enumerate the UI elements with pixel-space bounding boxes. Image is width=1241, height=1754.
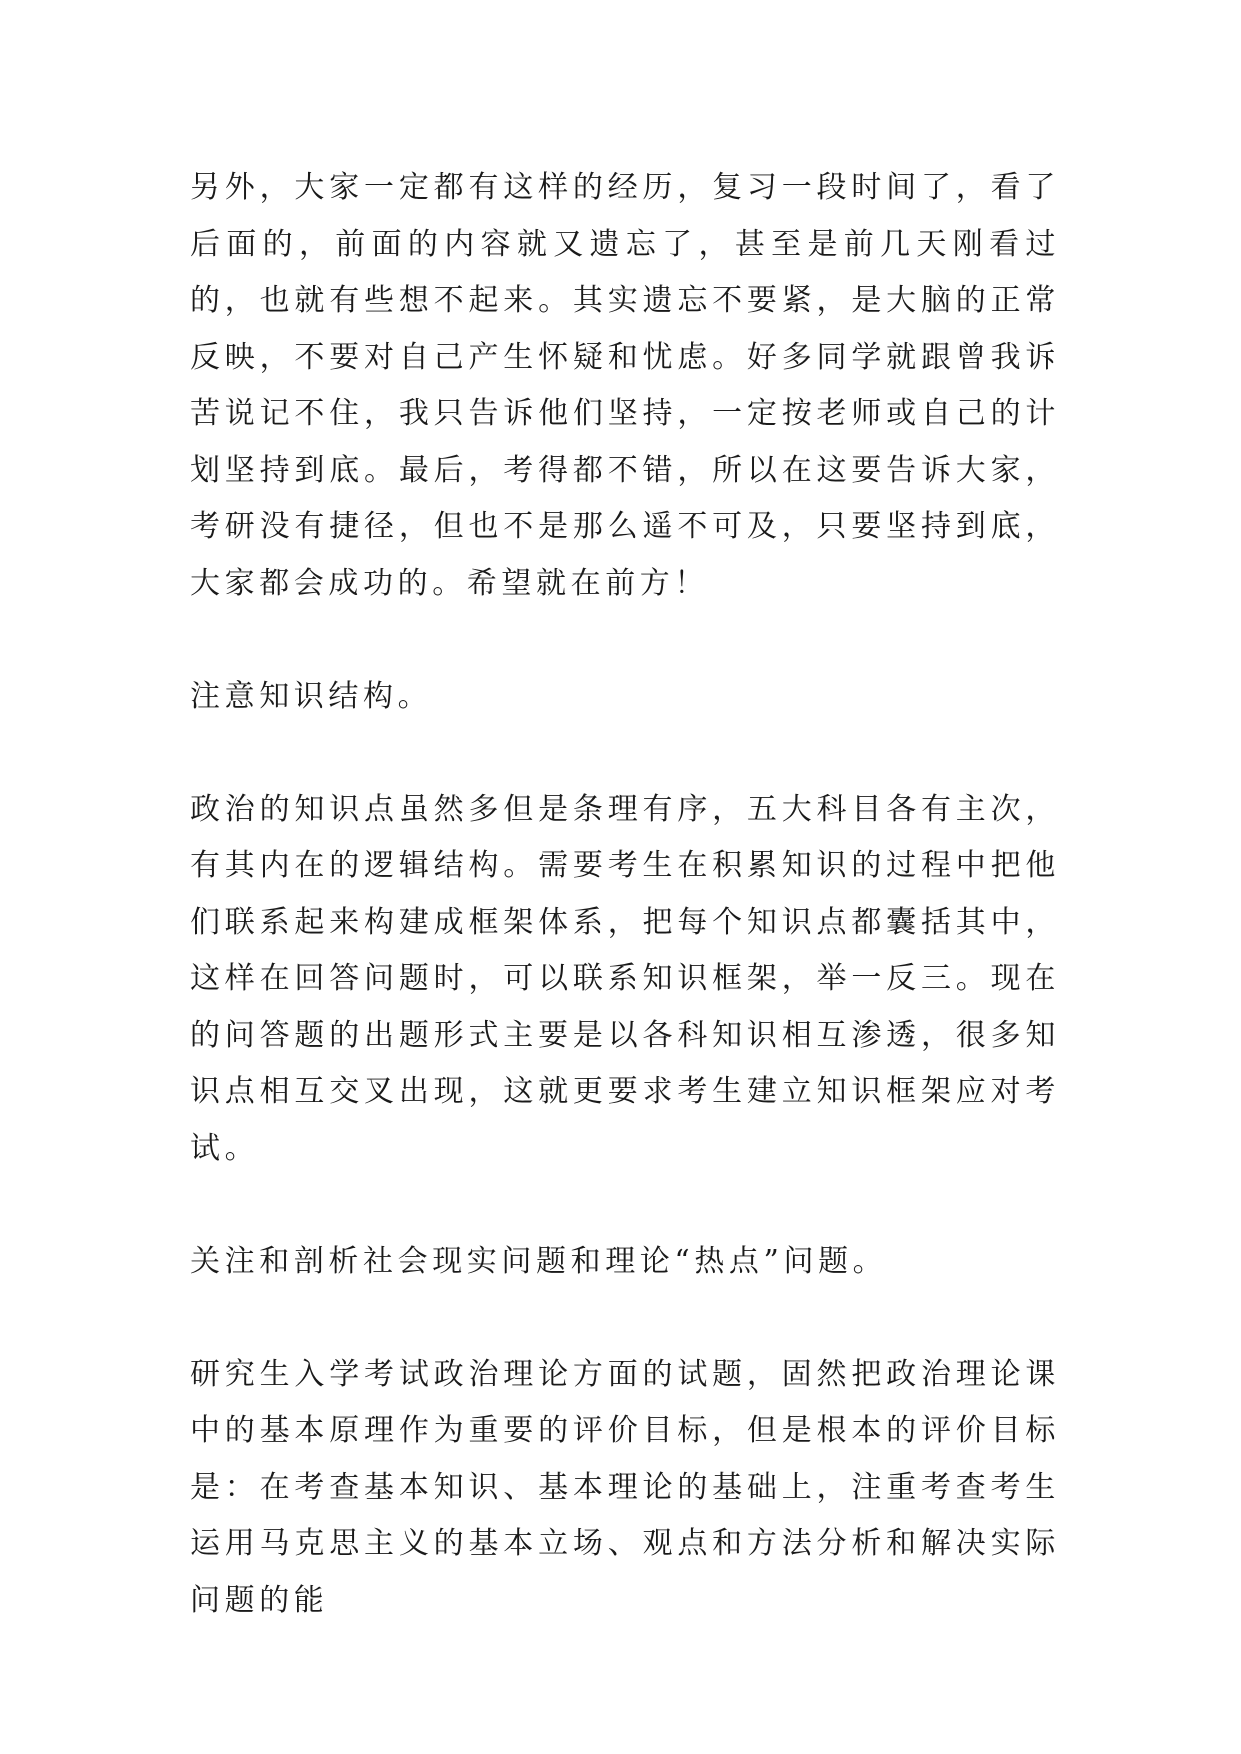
document-body	[190, 160, 1060, 1686]
heading-knowledge-structure: 注意知识结构。	[190, 678, 433, 714]
paragraph-exam-objectives: 研究生入学考试政治理论方面的试题，固然把政治理论课中的基本原理作为重要的评价目标，但是根本的评价目标是：在考查基本知识、基本理论的基础上，注重考查考生运用马克思主义的基本立场、观点和方法分析和解决实际问题的能	[190, 1356, 1060, 1618]
paragraph-memory-advice: 另外，大家一定都有这样的经历，复习一段时间了，看了后面的，前面的内容就又遗忘了，甚至是前几天刚看过的，也就有些想不起来。其实遗忘不要紧，是大脑的正常反映，不要对自己产生怀疑和忧虑。好多同学就跟曾我诉苦说记不住，我只告诉他们坚持，一定按老师或自己的计划坚持到底。最后，考得都不错，所以在这要告诉大家，考研没有捷径，但也不是那么遥不可及，只要坚持到底，大家都会成功的。希望就在前方！	[190, 170, 1060, 601]
paragraph-knowledge-structure: 政治的知识点虽然多但是条理有序，五大科目各有主次，有其内在的逻辑结构。需要考生在积累知识的过程中把他们联系起来构建成框架体系，把每个知识点都囊括其中，这样在回答问题时，可以联系知识框架，举一反三。现在的问答题的出题形式主要是以各科知识相互渗透，很多知识点相互交叉出现，这就更要求考生建立知识框架应对考试。	[190, 791, 1060, 1166]
heading-social-hotspots: 关注和剖析社会现实问题和理论“热点”问题。	[190, 1243, 888, 1279]
